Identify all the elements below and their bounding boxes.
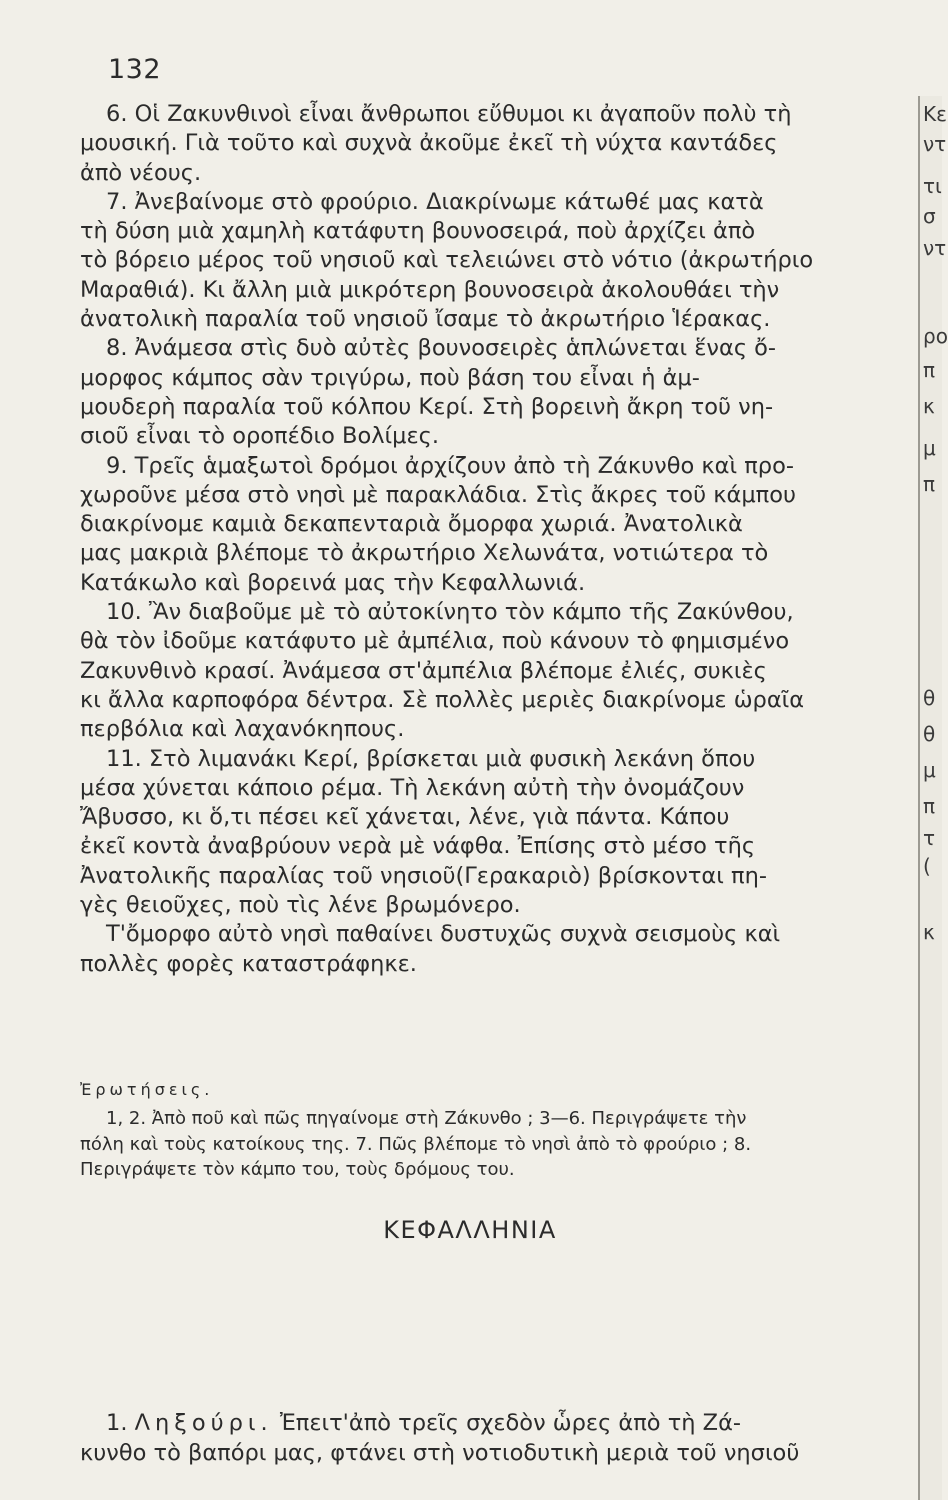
text-line: 8. Ἀνάμεσα στὶς δυὸ αὐτὲς βουνοσειρὲς ἁπλώνεται ἕνας ὄ- (106, 335, 777, 362)
adjacent-page-fragment: ντ (923, 236, 947, 260)
text-line: Ζακυνθινὸ κρασί. Ἀνάμεσα στ'ἀμπέλια βλέπομε ἐλιές, συκιὲς (80, 657, 767, 684)
section-intro-line: κυνθο τὸ βαπόρι μας, φτάνει στὴ νοτιοδυτικὴ μεριὰ τοῦ νησιοῦ (80, 1440, 800, 1466)
adjacent-page-fragment: κ (923, 394, 935, 418)
text-line: ἐκεῖ κοντὰ ἀναβρύουν νερὰ μὲ νάφθα. Ἐπίσης στὸ μέσο τῆς (80, 833, 756, 860)
adjacent-page-fragment: μ (923, 436, 936, 460)
section-intro-text: Ἐπειτ'ἀπὸ τρεῖς σχεδὸν ὧρες ἀπὸ τὴ Ζά- (279, 1410, 742, 1436)
text-line: περβόλια καὶ λαχανόκηπους. (80, 716, 405, 743)
text-line: ἀνατολικὴ παραλία τοῦ νησιοῦ ἴσαμε τὸ ἀκρωτήριο Ἱέρακας. (80, 306, 771, 333)
question-line: Περιγράψετε τὸν κάμπο του, τοὺς δρόμους του. (80, 1159, 515, 1180)
text-line: τὴ δύση μιὰ χαμηλὴ κατάφυτη βουνοσειρά, ποὺ ἀρχίζει ἀπὸ (80, 218, 756, 245)
text-line: 9. Τρεῖς ἁμαξωτοὶ δρόμοι ἀρχίζουν ἀπὸ τὴ Ζάκυνθο καὶ προ- (106, 452, 794, 479)
adjacent-page-fragment: σ (923, 204, 936, 228)
text-line: κι ἄλλα καρποφόρα δέντρα. Σὲ πολλὲς μεριὲς διακρίνομε ὡραῖα (80, 686, 805, 713)
text-line: μέσα χύνεται κάποιο ρέμα. Τὴ λεκάνη αὐτὴ τὴν ὀνομάζουν (80, 774, 745, 801)
text-line: 6. Οἱ Ζακυνθινοὶ εἶναι ἄνθρωποι εὔθυμοι κι ἀγαποῦν πολὺ τὴ (106, 101, 792, 127)
adjacent-page-fragment: θ (923, 722, 936, 746)
text-line: Κατάκωλο καὶ βορεινά μας τὴν Κεφαλλωνιά. (80, 569, 586, 596)
questions-heading: Ἐρωτήσεις. (80, 1080, 214, 1099)
text-line: 7. Ἀνεβαίνομε στὸ φρούριο. Διακρίνωμε κάτωθέ μας κατὰ (106, 188, 764, 215)
text-line: πολλὲς φορὲς καταστράφηκε. (80, 950, 417, 977)
paragraph (80, 745, 912, 921)
adjacent-page-fragment: ( (923, 854, 931, 878)
adjacent-page-fragment: τι (923, 174, 942, 198)
text-line: ἀπὸ νέους. (80, 159, 202, 186)
text-line: Τ'ὄμορφο αὐτὸ νησὶ παθαίνει δυστυχῶς συχνὰ σεισμοὺς καὶ (106, 921, 781, 948)
text-line: μουσική. Γιὰ τοῦτο καὶ συχνὰ ἀκοῦμε ἐκεῖ τὴ νύχτα καντάδες (80, 130, 778, 157)
text-line: Ἀνατολικῆς παραλίας τοῦ νησιοῦ(Γερακαριὸ) βρίσκονται πη- (80, 862, 767, 889)
adjacent-page-fragment: π (923, 794, 936, 818)
questions-block (80, 1106, 912, 1183)
page-number: 132 (108, 54, 162, 85)
section-intro-paragraph (80, 1408, 912, 1468)
text-line: μορφος κάμπος σὰν τριγύρω, ποὺ βάση του εἶναι ἡ ἀμ- (80, 364, 700, 391)
text-line: γὲς θειοῦχες, ποὺ τὶς λένε βρωμόνερο. (80, 892, 521, 919)
section-intro-number: 1. (106, 1410, 128, 1436)
text-line: Ἄβυσσο, κι ὅ,τι πέσει κεῖ χάνεται, λένε, γιὰ πάντα. Κάπου (80, 804, 730, 831)
adjacent-page-fragment: θ (923, 686, 936, 710)
adjacent-page-fragment: μ (923, 758, 936, 782)
text-line: χωροῦνε μέσα στὸ νησὶ μὲ παρακλάδια. Στὶς ἄκρες τοῦ κάμπου (80, 481, 796, 508)
paragraph (80, 188, 912, 334)
text-line: τὸ βόρειο μέρος τοῦ νησιοῦ καὶ τελειώνει στὸ νότιο (ἀκρωτήριο (80, 247, 814, 274)
adjacent-page-fragment: τ (923, 826, 936, 850)
section-title: ΚΕΦΑΛΛΗΝΙΑ (383, 1216, 557, 1244)
section-intro-heading: Ληξούρι. (134, 1410, 273, 1436)
text-line: θὰ τὸν ἰδοῦμε κατάφυτο μὲ ἀμπέλια, ποὺ κάνουν τὸ φημισμένο (80, 628, 790, 655)
paragraph (80, 334, 912, 451)
section-intro-line (80, 1408, 912, 1438)
text-line: 10. Ἂν διαβοῦμε μὲ τὸ αὐτοκίνητο τὸν κάμπο τῆς Ζακύνθου, (106, 599, 794, 626)
adjacent-page-fragment: Κε (923, 102, 947, 126)
text-line: Μαραθιά). Κι ἄλλη μιὰ μικρότερη βουνοσειρὰ ἀκολουθάει τὴν (80, 276, 780, 303)
text-line: σιοῦ εἶναι τὸ οροπέδιο Βολίμες. (80, 423, 440, 450)
adjacent-page-fragment: ρο (923, 324, 948, 348)
paragraph (80, 598, 912, 744)
adjacent-page-fragment: ντ (923, 132, 947, 156)
adjacent-page-fragment: π (923, 472, 936, 496)
body-text (80, 100, 912, 979)
adjacent-page-edge (918, 96, 948, 1500)
paragraph (80, 100, 912, 188)
text-line: 11. Στὸ λιμανάκι Κερί, βρίσκεται μιὰ φυσικὴ λεκάνη ὅπου (106, 745, 756, 772)
text-line: διακρίνομε καμιὰ δεκαπενταριὰ ὄμορφα χωριά. Ἀνατολικὰ (80, 511, 743, 538)
question-line: 1, 2. Ἀπὸ ποῦ καὶ πῶς πηγαίνομε στὴ Ζάκυνθο ; 3—6. Περιγράψετε τὴν (106, 1108, 747, 1129)
adjacent-page-fragment: π (923, 358, 936, 382)
paragraph (80, 452, 912, 598)
text-line: μουδερὴ παραλία τοῦ κόλπου Κερί. Στὴ βορεινὴ ἄκρη τοῦ νη- (80, 393, 774, 420)
question-line: πόλη καὶ τοὺς κατοίκους της. 7. Πῶς βλέπομε τὸ νησὶ ἀπὸ τὸ φρούριο ; 8. (80, 1133, 752, 1155)
paragraph (80, 920, 912, 979)
text-line: μας μακριὰ βλέπομε τὸ ἀκρωτήριο Χελωνάτα, νοτιώτερα τὸ (80, 540, 769, 567)
adjacent-page-fragment: κ (923, 920, 935, 944)
